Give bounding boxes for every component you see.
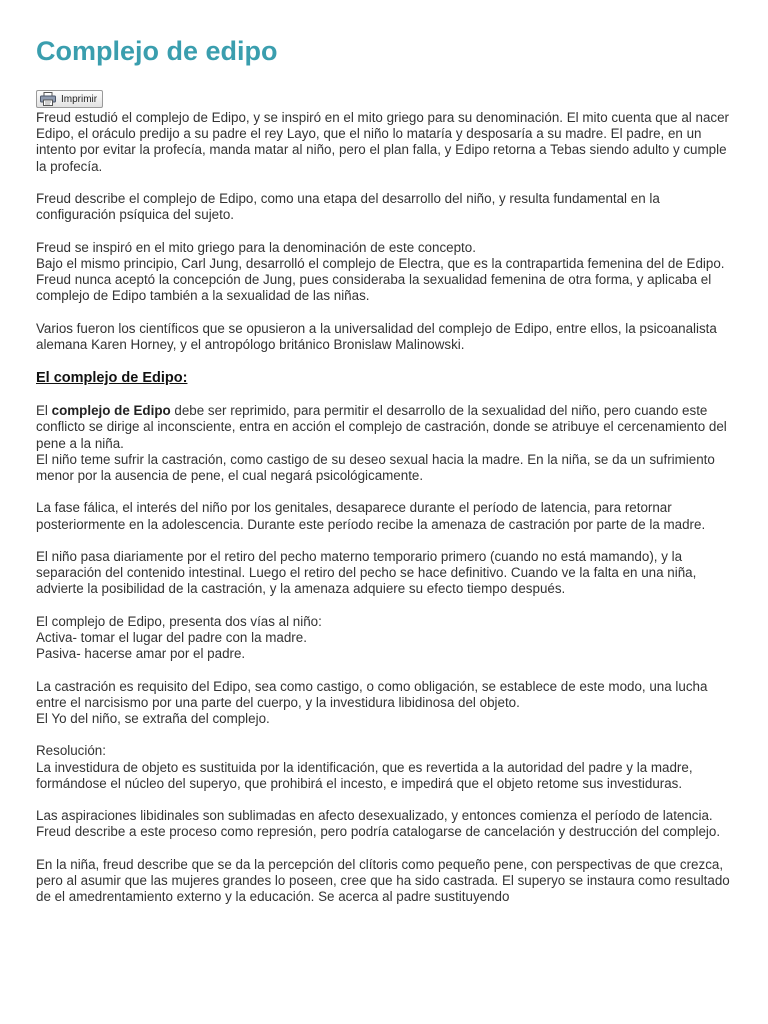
intro-paragraph-2: Freud describe el complejo de Edipo, como una etapa del desarrollo del niño, y resulta fundamental en la configuración psíquica del sujeto. bbox=[36, 191, 660, 223]
section-paragraph-4-line-1: El complejo de Edipo, presenta dos vías al niño: bbox=[36, 613, 322, 629]
section-p1-suffix: debe ser reprimido, para permitir el desarrollo de la sexualidad del niño, pero cuando este conflicto se dirige al inconsciente, entra en acción el complejo de castración, donde se atribuye el cercenamiento del pene a la niña. bbox=[36, 403, 727, 451]
intro-paragraph-4: Varios fueron los científicos que se opusieron a la universalidad del complejo de Edipo, entre ellos, la psicoanalista alemana Karen Horney, y el antropólogo británico Bronislaw Malinowski. bbox=[36, 320, 717, 352]
section-paragraph-1-line-1 bbox=[36, 403, 732, 452]
section-paragraph-7: Las aspiraciones libidinales son sublimadas en afecto desexualizado, y entonces comienza el período de latencia. Freud describe a este proceso como represión, pero podría catalogarse de cancelación y destrucción del complejo. bbox=[36, 808, 721, 840]
printer-icon bbox=[40, 92, 56, 106]
section-paragraph-6-line-2: La investidura de objeto es sustituida por la identificación, que es revertida a la autoridad del padre y la madre, formándose el núcleo del superyo, que prohibirá el incesto, e impedirá que el objeto retome sus investiduras. bbox=[36, 759, 693, 791]
print-button[interactable] bbox=[36, 90, 103, 108]
intro-paragraph-3-line-1: Freud se inspiró en el mito griego para la denominación de este concepto. bbox=[36, 239, 476, 255]
print-row bbox=[36, 90, 732, 110]
section-paragraph-2: La fase fálica, el interés del niño por los genitales, desaparece durante el período de latencia, para retornar posteriormente en la adolescencia. Durante este período recibe la amenaza de castración por parte de la madre. bbox=[36, 500, 706, 532]
print-button-label: Imprimir bbox=[61, 93, 98, 105]
article-body bbox=[36, 110, 732, 905]
section-paragraph-4-line-2: Activa- tomar el lugar del padre con la madre. bbox=[36, 629, 307, 645]
section-p1-bold-term: complejo de Edipo bbox=[51, 403, 171, 419]
intro-paragraph-3 bbox=[36, 240, 732, 305]
section-paragraph-1 bbox=[36, 403, 732, 484]
section-paragraph-8: En la niña, freud describe que se da la percepción del clítoris como pequeño pene, con perspectivas de que crezca, pero al asumir que las mujeres grandes lo poseen, cree que ha sido castrada. El superyo se instaura como resultado de el amedrentamiento externo y la educación. Se acerca al padre sustituyendo bbox=[36, 856, 730, 905]
section-paragraph-5 bbox=[36, 679, 732, 728]
intro-paragraph-3-line-2: Bajo el mismo principio, Carl Jung, desarrolló el complejo de Electra, que es la contrapartida femenina del de Edipo. Freud nunca aceptó la concepción de Jung, pues consideraba la sexualidad femenina de otra forma, y aplicaba el complejo de Edipo también a la sexualidad de las niñas. bbox=[36, 255, 725, 304]
section-paragraph-6 bbox=[36, 743, 732, 792]
section-paragraph-6-line-1: Resolución: bbox=[36, 743, 106, 759]
section-paragraph-4-line-3: Pasiva- hacerse amar por el padre. bbox=[36, 646, 246, 662]
section-paragraph-3: El niño pasa diariamente por el retiro del pecho materno temporario primero (cuando no está mamando), y la separación del contenido intestinal. Luego el retiro del pecho se hace definitivo. Cuando ve la falta en una niña, advierte la posibilidad de la castración, y la amenaza adquiere su efecto tiempo después. bbox=[36, 548, 697, 597]
section-paragraph-1-line-2: El niño teme sufrir la castración, como castigo de su deseo sexual hacia la madre. En la niña, se da un sufrimiento menor por la ausencia de pene, el cual negará psicológicamente. bbox=[36, 451, 715, 483]
section-paragraph-4 bbox=[36, 614, 732, 663]
section-paragraph-5-line-2: El Yo del niño, se extraña del complejo. bbox=[36, 710, 270, 726]
section-heading: El complejo de Edipo: bbox=[36, 370, 188, 387]
page-title: Complejo de edipo bbox=[36, 36, 278, 66]
section-paragraph-5-line-1: La castración es requisito del Edipo, sea como castigo, o como obligación, se establece de este modo, una lucha entre el narcisismo por una parte del cuerpo, y la investidura libidinosa del objeto. bbox=[36, 678, 708, 710]
intro-paragraph-1: Freud estudió el complejo de Edipo, y se inspiró en el mito griego para su denominación. El mito cuenta que al nacer Edipo, el oráculo predijo a su padre el rey Layo, que el niño lo mataría y desposaría a su madre. El padre, en un intento por evitar la profecía, manda matar al niño, pero el plan falla, y Edipo retorna a Tebas siendo adulto y cumple la profecía. bbox=[36, 110, 729, 174]
section-p1-prefix: El bbox=[36, 403, 52, 419]
